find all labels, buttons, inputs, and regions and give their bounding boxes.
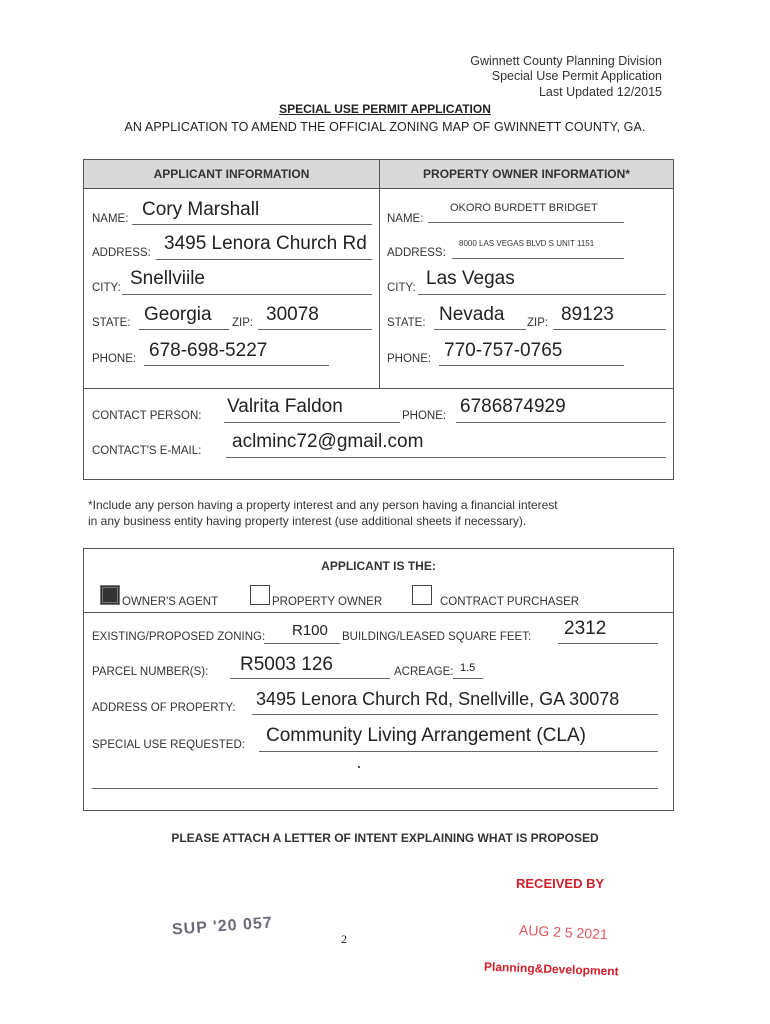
sqft-label: BUILDING/LEASED SQUARE FEET: (342, 631, 532, 643)
applicant-address: 3495 Lenora Church Rd (164, 233, 367, 254)
applicant-zip: 30078 (266, 304, 319, 325)
owner-city: Las Vegas (426, 268, 515, 289)
extra-line (92, 788, 658, 789)
applicant-name-line (132, 224, 372, 225)
applicant-phone: 678-698-5227 (149, 340, 268, 361)
contact-person-label: CONTACT PERSON: (92, 410, 202, 422)
contact-phone-label: PHONE: (402, 410, 447, 422)
applicant-zip-line (258, 329, 372, 330)
applicant-is-heading: APPLICANT IS THE: (321, 559, 436, 573)
contact-divider (84, 388, 673, 389)
owner-address-line (452, 258, 624, 259)
contact-phone: 6786874929 (460, 396, 566, 417)
department-stamp: Planning&Development (483, 959, 619, 979)
applicant-zip-label: ZIP: (232, 317, 254, 329)
acreage-label: ACREAGE: (394, 666, 454, 678)
footnote-line-1: *Include any person having a property interest and any person having a financial interest (88, 498, 558, 512)
applicant-state-label: STATE: (92, 317, 131, 329)
owner-city-label: CITY: (387, 282, 416, 294)
acreage-value: 1.5 (460, 662, 476, 674)
contract-purchaser-label: CONTRACT PURCHASER (440, 596, 580, 608)
applicant-name: Cory Marshall (142, 199, 260, 220)
owner-phone-line (439, 365, 624, 366)
owner-name-line (428, 222, 624, 223)
owners-agent-label: OWNER'S AGENT (122, 596, 219, 608)
applicant-city-line (122, 294, 372, 295)
received-date-stamp: AUG 2 5 2021 (518, 921, 609, 943)
owner-phone: 770-757-0765 (444, 340, 563, 361)
contact-email-line (226, 457, 666, 458)
header-form: Special Use Permit Application (491, 69, 662, 83)
applicant-address-label: ADDRESS: (92, 247, 151, 259)
property-address-label: ADDRESS OF PROPERTY: (92, 702, 236, 714)
applicant-phone-label: PHONE: (92, 353, 137, 365)
owner-state: Nevada (439, 304, 505, 325)
zoning-line (264, 643, 340, 644)
sqft-line (558, 643, 658, 644)
sqft-value: 2312 (564, 618, 607, 639)
special-use-value: Community Living Arrangement (CLA) (266, 725, 586, 746)
zoning-label: EXISTING/PROPOSED ZONING: (92, 631, 266, 643)
applicant-city: Snellviile (130, 268, 205, 289)
applicant-address-line (156, 259, 372, 260)
special-use-line (259, 751, 658, 752)
contact-email: aclminc72@gmail.com (232, 431, 424, 452)
contract-purchaser-checkbox[interactable] (412, 585, 432, 605)
page-subtitle: AN APPLICATION TO AMEND THE OFFICIAL ZONING MAP OF GWINNETT COUNTY, GA. (124, 120, 646, 134)
owner-zip-label: ZIP: (527, 317, 549, 329)
zoning-value: R100 (292, 622, 328, 639)
property-owner-checkbox[interactable] (250, 585, 270, 605)
owner-zip: 89123 (561, 304, 614, 325)
letter-of-intent-instruction: PLEASE ATTACH A LETTER OF INTENT EXPLAINING WHAT IS PROPOSED (171, 831, 599, 845)
property-address-line (252, 714, 658, 715)
owner-city-line (418, 294, 666, 295)
sup-number-stamp: SUP '20 057 (171, 914, 274, 939)
type-divider (84, 612, 673, 613)
contact-person: Valrita Faldon (227, 396, 343, 417)
received-stamp: RECEIVED BY (516, 876, 605, 891)
header-org: Gwinnett County Planning Division (470, 54, 662, 68)
owner-state-label: STATE: (387, 317, 426, 329)
applicant-city-label: CITY: (92, 282, 121, 294)
owners-agent-checkbox[interactable] (100, 585, 120, 605)
info-section (83, 159, 674, 480)
special-use-label: SPECIAL USE REQUESTED: (92, 739, 245, 751)
applicant-phone-line (144, 365, 329, 366)
owner-phone-label: PHONE: (387, 353, 432, 365)
property-address-value: 3495 Lenora Church Rd, Snellville, GA 30078 (256, 689, 620, 709)
parcel-line (230, 678, 390, 679)
property-owner-label: PROPERTY OWNER (272, 596, 383, 608)
owner-address: 8000 LAS VEGAS BLVD S UNIT 1151 (459, 239, 595, 248)
parcel-value: R5003 126 (240, 654, 333, 675)
applicant-state: Georgia (144, 304, 212, 325)
owner-name-label: NAME: (387, 213, 424, 225)
parcel-label: PARCEL NUMBER(S): (92, 666, 209, 678)
header-updated: Last Updated 12/2015 (538, 85, 662, 99)
owner-zip-line (553, 329, 666, 330)
owner-state-line (434, 329, 526, 330)
owner-address-label: ADDRESS: (387, 247, 446, 259)
column-divider (379, 160, 380, 388)
owner-heading: PROPERTY OWNER INFORMATION* (380, 160, 673, 189)
footnote-line-2: in any business entity having property interest (use additional sheets if necessary). (88, 514, 527, 528)
applicant-state-line (139, 329, 229, 330)
stray-dot (358, 766, 360, 768)
applicant-heading: APPLICANT INFORMATION (84, 160, 379, 189)
applicant-type-section (83, 548, 674, 811)
acreage-line (453, 678, 483, 679)
owner-name: OKORO BURDETT BRIDGET (450, 202, 598, 214)
contact-email-label: CONTACT'S E-MAIL: (92, 445, 202, 457)
page-title: SPECIAL USE PERMIT APPLICATION (279, 102, 491, 116)
contact-phone-line (456, 422, 666, 423)
applicant-name-label: NAME: (92, 213, 129, 225)
contact-person-line (224, 422, 400, 423)
page-number: 2 (341, 932, 347, 946)
